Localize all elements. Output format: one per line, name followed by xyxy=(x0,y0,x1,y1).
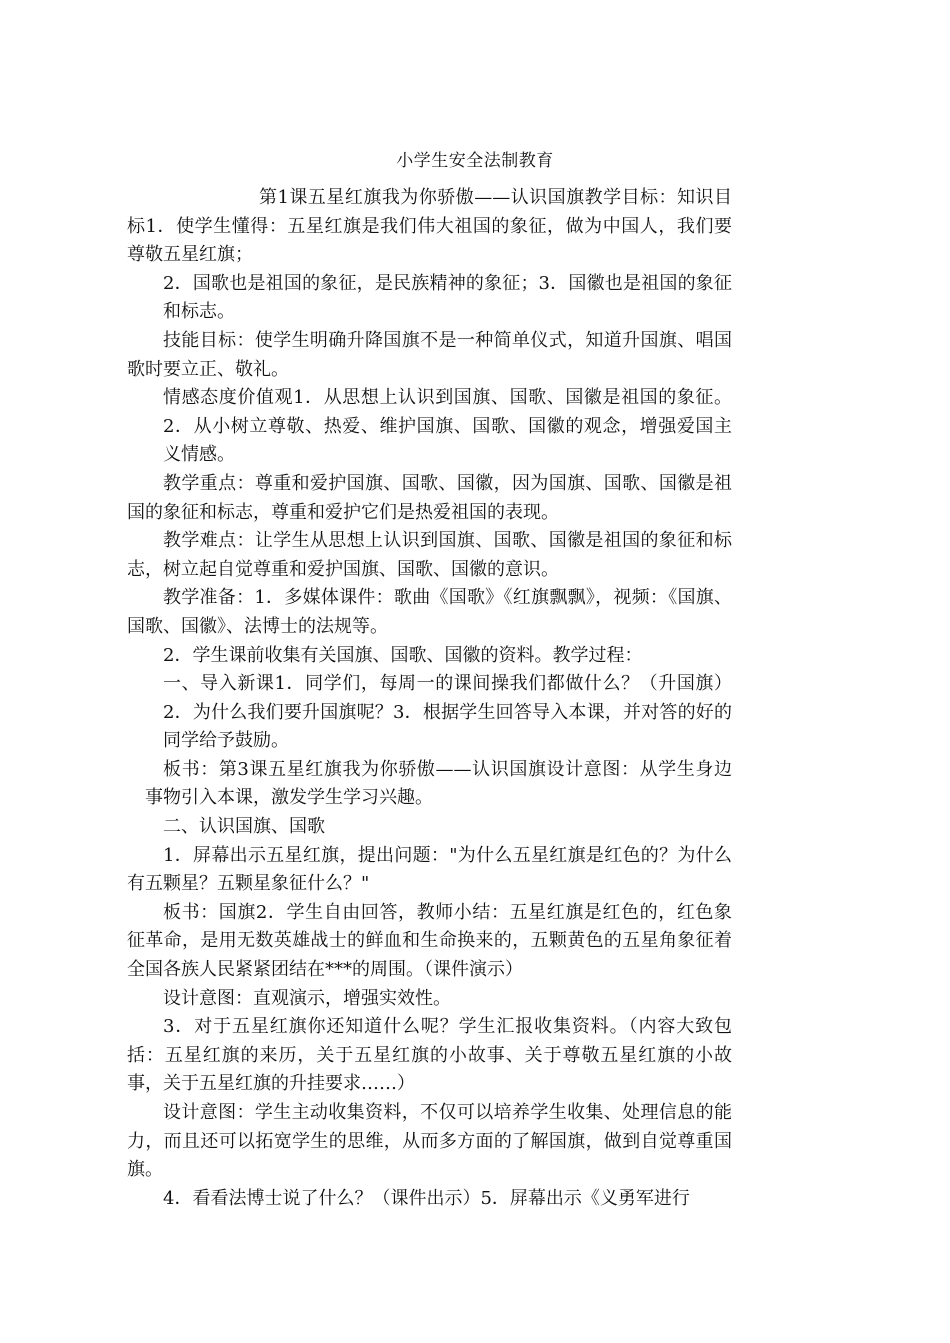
paragraph-emotion-goal: 情感态度价值观1．从思想上认识到国旗、国歌、国徽是祖国的象征。2．从小树立尊敬、热爱、维护国旗、国歌、国徽的观念，增强爱国主义情感。 xyxy=(163,387,732,466)
paragraph-design-intent-1: 设计意图：直观演示，增强实效性。 xyxy=(163,987,451,1009)
paragraph-design-intent-2: 设计意图：学生主动收集资料，不仅可以培养学生收集、处理信息的能力，而且还可以拓宽学生的思维，从而多方面的了解国旗，做到自觉尊重国旗。 xyxy=(127,1102,732,1181)
paragraph-key-point: 教学重点：尊重和爱护国旗、国歌、国徽，因为国旗、国歌、国徽是祖国的象征和标志，尊重和爱护它们是热爱祖国的表现。 xyxy=(127,472,732,523)
paragraph-skill-goal: 技能目标：使学生明确升降国旗不是一种简单仪式，知道升国旗、唱国歌时要立正、敬礼。 xyxy=(127,329,732,380)
paragraph-preparation: 教学准备：1．多媒体课件：歌曲《国歌》《红旗飘飘》，视频：《国旗、国歌、国徽》、法博士的法规等。 xyxy=(127,587,732,637)
document-title: 小学生安全法制教育 xyxy=(396,151,554,171)
paragraph-introduction: 一、导入新课1．同学们，每周一的课间操我们都做什么？（升国旗）2．为什么我们要升国旗呢？3．根据学生回答导入本课，并对答的好的同学给予鼓励。 xyxy=(163,673,732,752)
paragraph-flag-summary: 板书：国旗2．学生自由回答，教师小结：五星红旗是红色的，红色象征革命，是用无数英雄战士的鲜血和生命换来的，五颗黄色的五星角象征着全国各族人民紧紧团结在***的周围。（课件演示） xyxy=(127,901,732,981)
paragraph-law-doctor: 4．看看法博士说了什么？（课件出示）5．屏幕出示《义勇军进行 xyxy=(163,1187,690,1209)
paragraph-objectives: 第1课五星红旗我为你骄傲——认识国旗教学目标：知识目标1．使学生懂得：五星红旗是我们伟大祖国的象征，做为中国人，我们要尊敬五星红旗； xyxy=(127,187,732,266)
paragraph-difficulty: 教学难点：让学生从思想上认识到国旗、国歌、国徽是祖国的象征和标志，树立起自觉尊重和爱护国旗、国歌、国徽的意识。 xyxy=(127,530,732,580)
paragraph-flag-question: 1．屏幕出示五星红旗，提出问题："为什么五星红旗是红色的？为什么有五颗星？五颗星象征什么？" xyxy=(127,844,732,895)
paragraph-anthem-emblem: 2．国歌也是祖国的象征，是民族精神的象征；3．国徽也是祖国的象征和标志。 xyxy=(163,272,732,323)
document-body xyxy=(127,184,732,1213)
paragraph-materials: 2．学生课前收集有关国旗、国歌、国徽的资料。教学过程： xyxy=(163,644,643,666)
paragraph-flag-knowledge: 3．对于五星红旗你还知道什么呢？学生汇报收集资料。（内容大致包括：五星红旗的来历，关于五星红旗的小故事、关于尊敬五星红旗的小故事，关于五星红旗的升挂要求……） xyxy=(127,1016,732,1095)
paragraph-section-two: 二、认识国旗、国歌 xyxy=(163,816,325,838)
paragraph-board-lesson: 板书：第3课五星红旗我为你骄傲——认识国旗设计意图：从学生身边事物引入本课，激发学生学习兴趣。 xyxy=(145,758,732,809)
